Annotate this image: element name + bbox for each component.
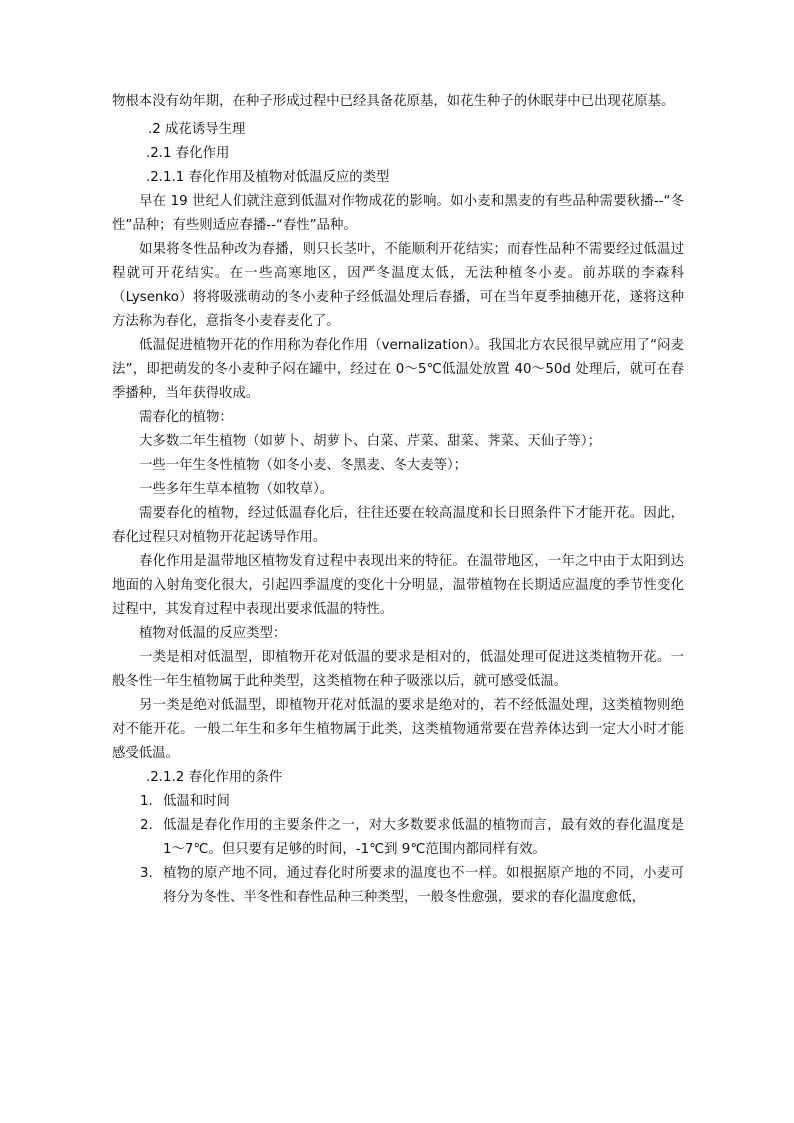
- list-item: [112, 814, 684, 862]
- paragraph-vernalization-definition: 低温促进植物开花的作用称为春化作用（vernalization）。我国北方农民很早就应用了“闷麦法”，即把萌发的冬小麦种子闷在罐中，经过在 0～5℃低温处放置 40～50d 处理后，就可在春季播种，当年获得收成。: [112, 338, 684, 401]
- paragraph-intro: 物根本没有幼年期，在种子形成过程中已经具备花原基，如花生种子的休眠芽中已出现花原基。: [112, 94, 675, 109]
- list-text: 低温和时间: [163, 794, 230, 809]
- paragraph-relative-type: 一类是相对低温型，即植物开花对低温的要求是相对的，低温处理可促进这类植物开花。一般冬性一年生植物属于此种类型，这类植物在种子吸涨以后，就可感受低温。: [112, 650, 684, 689]
- paragraph-annuals: 一些一年生冬性植物（如冬小麦、冬黑麦、冬大麦等）；: [139, 458, 468, 473]
- paragraph-history: 早在 19 世纪人们就注意到低温对作物成花的影响。如小麦和黑麦的有些品种需要秋播--“冬性”品种；有些则适应春播--“春性”品种。: [112, 194, 684, 233]
- paragraph-induction: 需要春化的植物，经过低温春化后，往往还要在较高温度和长日照条件下才能开花。因此，春化过程只对植物开花起诱导作用。: [112, 506, 684, 545]
- list-number: 3.: [140, 866, 153, 881]
- document-page: [112, 90, 684, 910]
- paragraph-plants-needing-vernalization: 需春化的植物：: [139, 410, 233, 425]
- list-text: 植物的原产地不同，通过春化时所要求的温度也不一样。如根据原产地的不同，小麦可将分为冬性、半冬性和春性品种三种类型，一般冬性愈强，要求的春化温度愈低，: [163, 866, 684, 905]
- heading-section-2-1-2: .2.1.2 春化作用的条件: [146, 770, 283, 785]
- paragraph-temperate-zone: 春化作用是温带地区植物发育过程中表现出来的特征。在温带地区，一年之中由于太阳到达地面的入射角变化很大，引起四季温度的变化十分明显，温带植物在长期适应温度的季节性变化过程中，其发育过程中表现出要求低温的特性。: [112, 554, 684, 617]
- heading-section-2: .2 成花诱导生理: [148, 122, 246, 137]
- paragraph-lysenko: 如果将冬性品种改为春播，则只长茎叶，不能顺利开花结实；而春性品种不需要经过低温过程就可开花结实。在一些高寒地区，因严冬温度太低，无法种植冬小麦。前苏联的李森科（Lysenko）将将吸涨萌动的冬小麦种子经低温处理后春播，可在当年夏季抽穗开花，遂将这种方法称为春化，意指冬小麦春麦化了。: [112, 242, 684, 329]
- list-item: [112, 790, 684, 814]
- list-text: 低温是春化作用的主要条件之一，对大多数要求低温的植物而言，最有效的春化温度是 1～7℃。但只要有足够的时间，-1℃到 9℃范围内都同样有效。: [163, 818, 684, 857]
- paragraph-response-types: 植物对低温的反应类型：: [139, 626, 287, 641]
- list-number: 2.: [140, 818, 153, 833]
- list-item: [112, 862, 684, 910]
- paragraph-absolute-type: 另一类是绝对低温型，即植物开花对低温的要求是绝对的，若不经低温处理，这类植物则绝对不能开花。一般二年生和多年生植物属于此类，这类植物通常要在营养体达到一定大小时才能感受低温。: [112, 698, 684, 761]
- list-number: 1.: [140, 794, 153, 809]
- paragraph-biennials: 大多数二年生植物（如萝卜、胡萝卜、白菜、芹菜、甜菜、荠菜、天仙子等）；: [139, 434, 601, 449]
- heading-section-2-1-1: .2.1.1 春化作用及植物对低温反应的类型: [146, 170, 390, 185]
- paragraph-perennials: 一些多年生草本植物（如牧草）。: [139, 482, 334, 497]
- heading-section-2-1: .2.1 春化作用: [146, 146, 230, 161]
